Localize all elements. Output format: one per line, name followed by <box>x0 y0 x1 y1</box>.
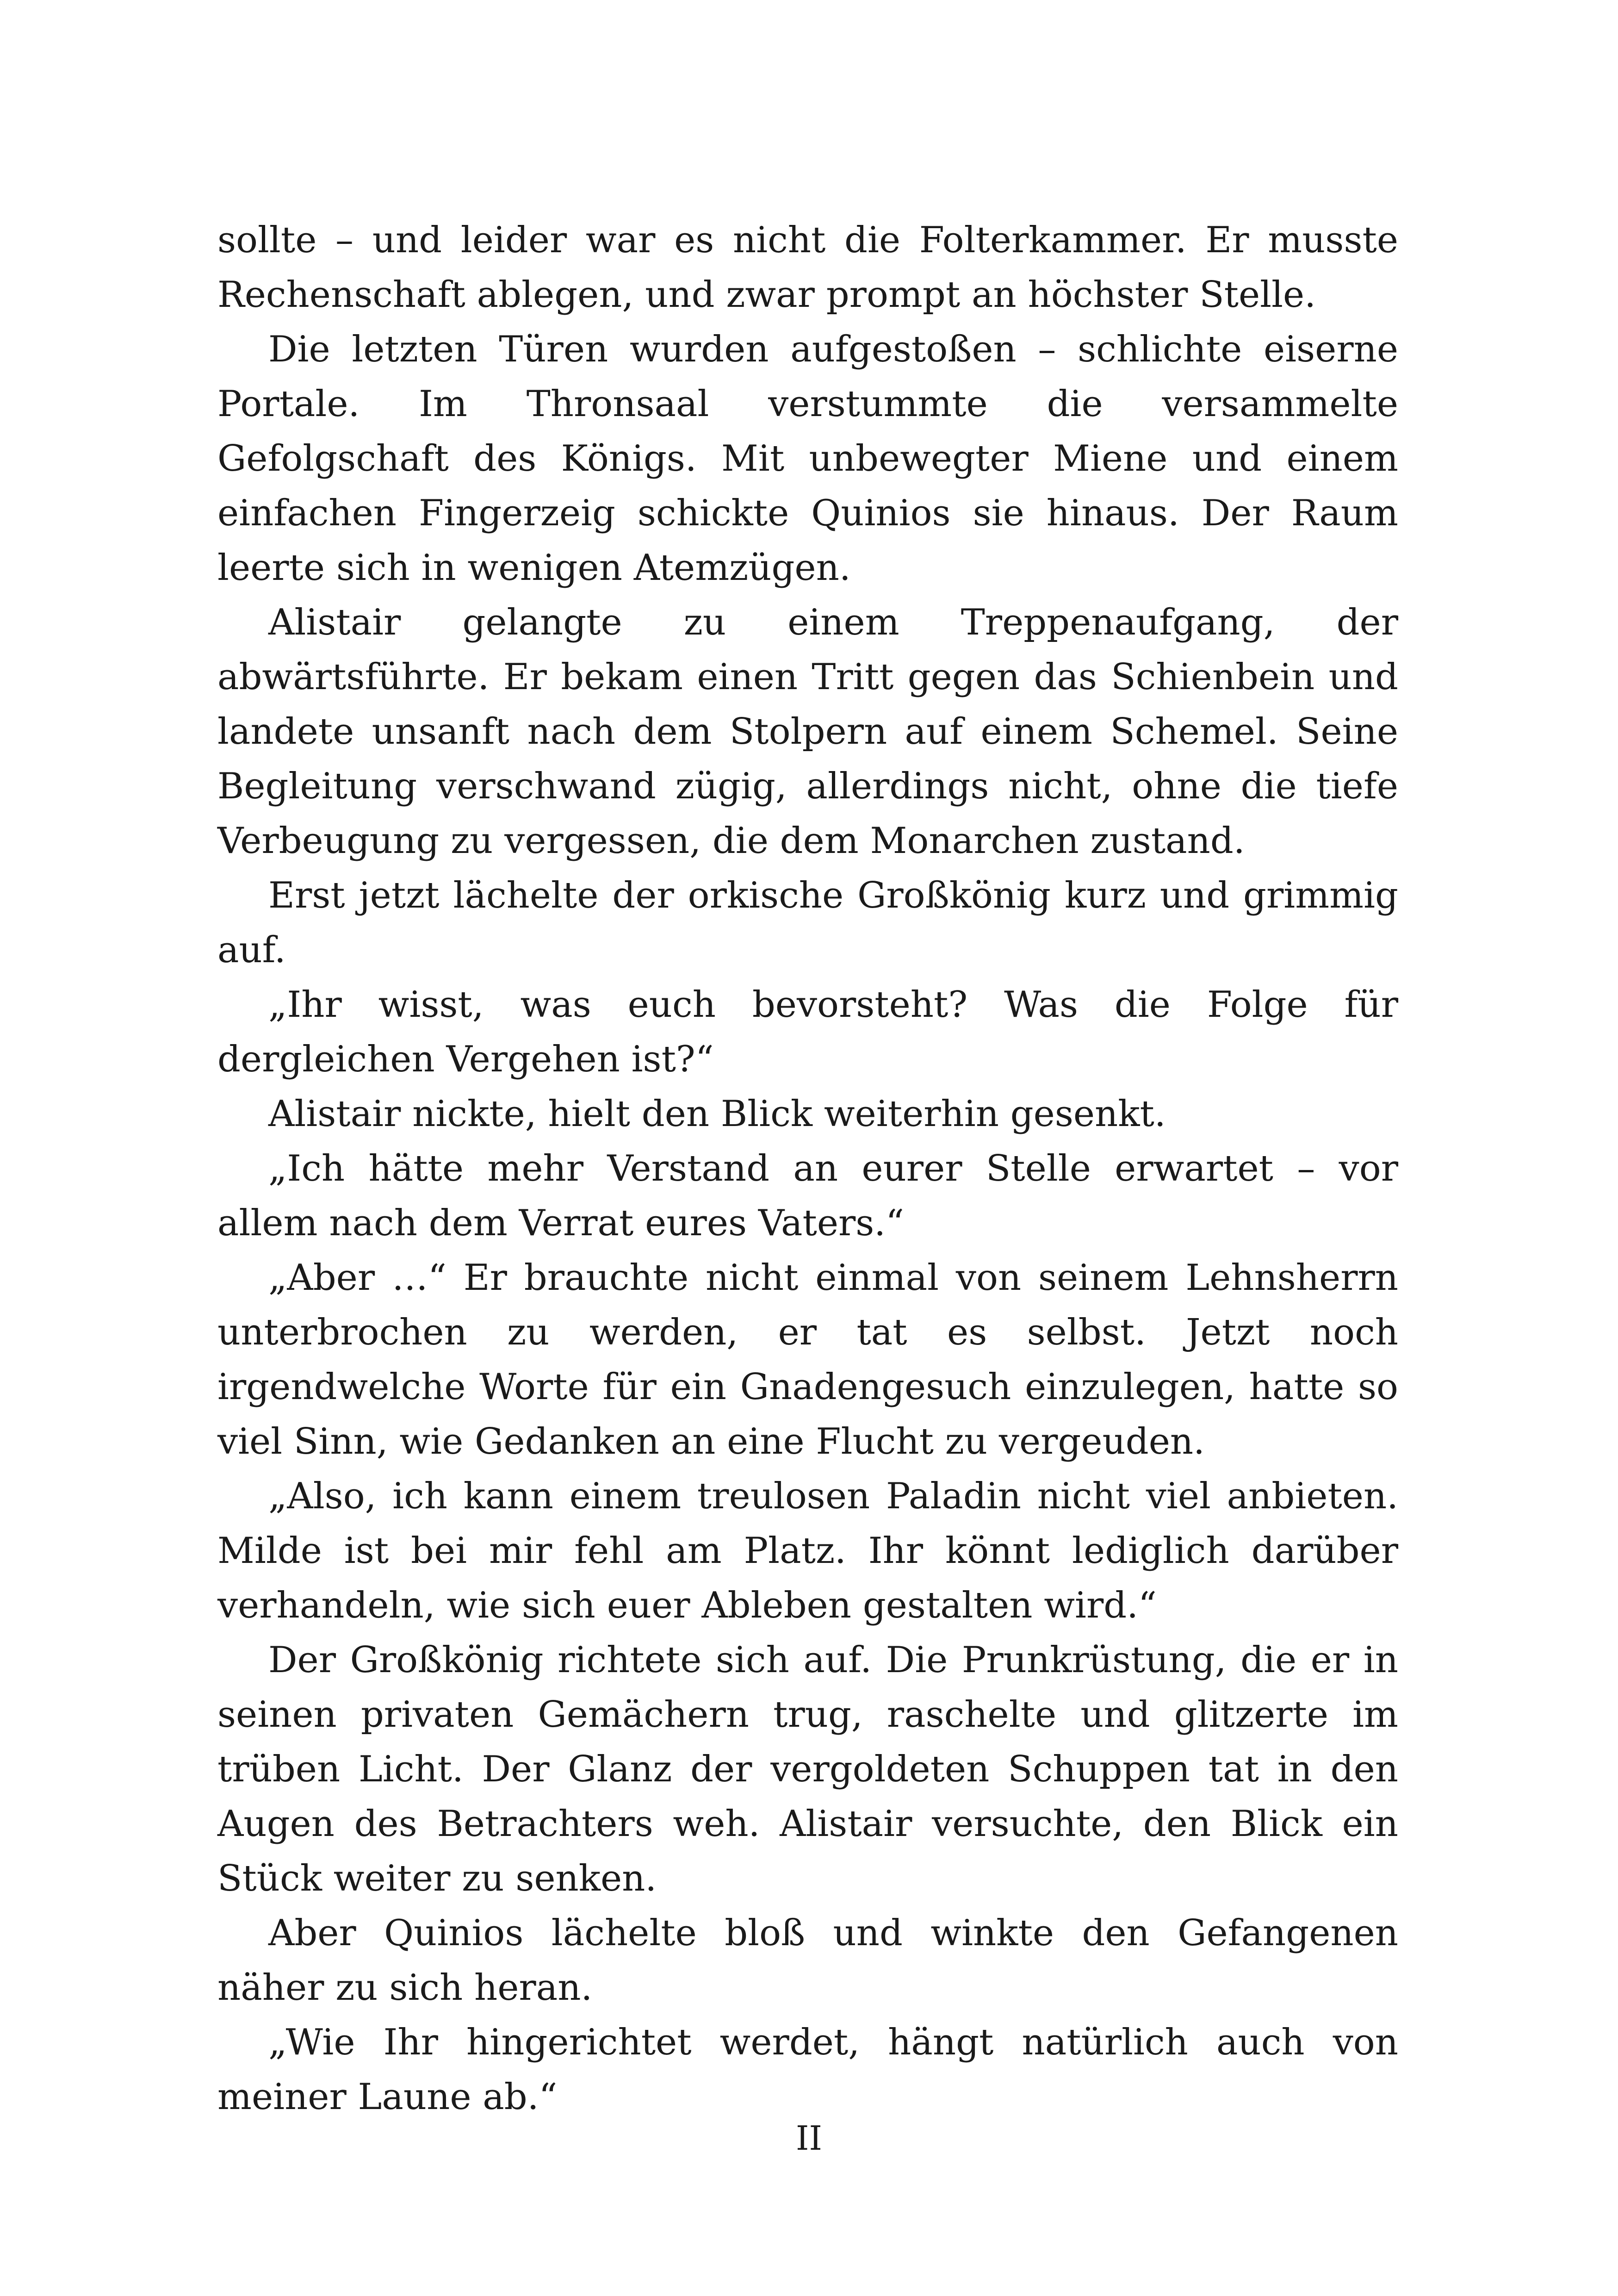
paragraph-9: „Also, ich kann einem treulosen Paladin nicht viel anbieten. Milde ist bei mir fehl am Platz. Ihr könnt lediglich darüber verhandeln, wie sich euer Ableben gestalten wird.“ <box>217 1475 1398 1626</box>
paragraph-5: „Ihr wisst, was euch bevorsteht? Was die Folge für dergleichen Vergehen ist?“ <box>217 984 1398 1080</box>
paragraph-8: „Aber …“ Er brauchte nicht einmal von seinem Lehnsherrn unterbrochen zu werden, er tat es selbst. Jetzt noch irgendwelche Worte für ein Gnadengesuch einzulegen, hatte so viel Sinn, wie Gedanken an eine Flucht zu vergeuden. <box>217 1257 1398 1462</box>
paragraph-12: „Wie Ihr hingerichtet werdet, hängt natürlich auch von meiner Laune ab.“ <box>217 2022 1398 2118</box>
paragraph-2: Die letzten Türen wurden aufgestoßen – schlichte eiserne Portale. Im Thronsaal verstummte die versammelte Gefolgschaft des Königs. Mit unbewegter Miene und einem einfachen Fingerzeig schickte Quinios sie hinaus. Der Raum leerte sich in wenigen Atemzügen. <box>217 329 1398 589</box>
page-number: II <box>796 2119 822 2158</box>
paragraph-10: Der Großkönig richtete sich auf. Die Prunkrüstung, die er in seinen privaten Gemächern trug, raschelte und glitzerte im trüben Licht. Der Glanz der vergoldeten Schuppen tat in den Augen des Betrachters weh. Alistair versuchte, den Blick ein Stück weiter zu senken. <box>217 1639 1398 1899</box>
paragraph-3: Alistair gelangte zu einem Treppenaufgang, der abwärtsführte. Er bekam einen Tritt gegen das Schienbein und landete unsanft nach dem Stolpern auf einem Schemel. Seine Begleitung verschwand zügig, allerdings nicht, ohne die tiefe Verbeugung zu vergessen, die dem Monarchen zustand. <box>217 602 1398 862</box>
paragraph-11: Aber Quinios lächelte bloß und winkte den Gefangenen näher zu sich heran. <box>217 1912 1398 2009</box>
paragraph-4: Erst jetzt lächelte der orkische Großkönig kurz und grimmig auf. <box>217 875 1398 971</box>
paragraph-7: „Ich hätte mehr Verstand an eurer Stelle erwartet – vor allem nach dem Verrat eures Vaters.“ <box>217 1148 1398 1244</box>
paragraph-6: Alistair nickte, hielt den Blick weiterhin gesenkt. <box>268 1093 1166 1135</box>
paragraph-1: sollte – und leider war es nicht die Folterkammer. Er musste Rechenschaft ablegen, und zwar prompt an höchster Stelle. <box>217 219 1398 316</box>
body-text <box>217 213 1398 2124</box>
